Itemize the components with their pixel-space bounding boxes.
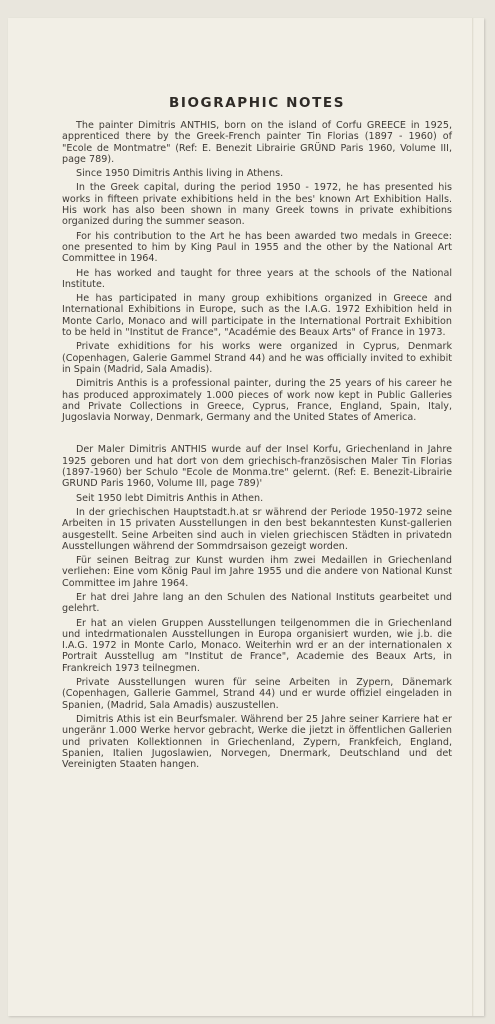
- document-sheet: [8, 18, 484, 1016]
- english-paragraph: For his contribution to the Art he has been awarded two medals in Greece: one presented to him by King Paul in 1955 and the other by the National Art Committee in 1964.: [62, 230, 452, 265]
- english-section: [62, 120, 452, 423]
- document-body: [62, 95, 452, 773]
- english-paragraph: Dimitris Anthis is a professional painter, during the 25 years of his career he has produced approximately 1.000 pieces of work now kept in Public Galleries and Private Collections in Greece, Cyprus, France, England, Spain, Italy, Jugoslavia Norway, Denmark, Germany and the United States of America.: [62, 378, 452, 424]
- english-paragraph: In the Greek capital, during the period 1950 - 1972, he has presented his works in fifteen private exhibitions held in the bes' known Art Exhibition Halls. His work has also been shown in many Greek towns in private exhibitions organized during the summer season.: [62, 182, 452, 228]
- english-paragraph: Private exhiditions for his works were organized in Cyprus, Denmark (Copenhagen, Galerie Gammel Strand 44) and he was officially invited to exhibit in Spain (Madrid, Sala Amadis).: [62, 341, 452, 375]
- german-section: [62, 444, 452, 770]
- german-paragraph: Private Ausstellungen wuren für seine Arbeiten in Zypern, Dänemark (Copenhagen, Gallerie Gammel, Strand 44) und er wurde offiziel eingeladen in Spanien, (Madrid, Sala Amadis) auszustellen.: [62, 677, 452, 711]
- german-paragraph: Der Maler Dimitris ANTHIS wurde auf der Insel Korfu, Griechenland in Jahre 1925 geboren und hat dort von dem griechisch-französischen Maler Tin Florias (1897-1960) ber Schulo "Ecole de Monma.tre" gelernt. (Ref: E. Benezit-Librairie GRUND Paris 1960, Volume III, page 789)': [62, 444, 452, 490]
- german-paragraph: Er hat drei Jahre lang an den Schulen des National Instituts gearbeitet und gelehrt.: [62, 591, 452, 615]
- page-fold-shadow: [472, 18, 474, 1016]
- english-paragraph: The painter Dimitris ANTHIS, born on the island of Corfu GREECE in 1925, apprenticed there by the Greek-French painter Tin Florias (1897 - 1960) of "Ecole de Montmatre" (Ref: E. Benezit Librairie GRÜND Paris 1960, Volume III, page 789).: [62, 120, 452, 165]
- english-paragraph: He has participated in many group exhibitions organized in Greece and International Exhibitions in Europe, such as the I.A.G. 1972 Exhibition held in Monte Carlo, Monaco and will participate in the International Portrait Exhibition to be held in "Institut de France", "Académie des Beaux Arts" of France in 1973.: [62, 293, 452, 339]
- german-paragraph: Seit 1950 lebt Dimitris Anthis in Athen.: [76, 492, 264, 504]
- german-paragraph: Er hat an vielen Gruppen Ausstellungen teilgenommen die in Griechenland und intedrmationalen Ausstellungen in Europa organisiert wurden, wie j.b. die I.A.G. 1972 in Monte Carlo, Monaco. Weiterhin wrd er an der internationalen x Portrait Ausstellug am "Institut de France", Academie des Beaux Arts, in Frankreich 1973 teilnegmen.: [62, 617, 452, 674]
- page-title: BIOGRAPHIC NOTES: [168, 95, 346, 111]
- german-paragraph: Dimitris Athis ist ein Beurfsmaler. Während ber 25 Jahre seiner Karriere hat er ungeränr 1.000 Werke hervor gebracht, Werke die jietzt in öffentlichen Gallerien und privaten Kollektionnen in Griechenland, Zypern, Frankfeich, England, Spanien, Italien Jugoslawien, Norvegen, Dnermark, Deutschland und det Vereinigten Staaten hangen.: [62, 713, 452, 771]
- german-paragraph: In der griechischen Hauptstadt.h.at sr während der Periode 1950-1972 seine Arbeiten in 15 privaten Ausstellungen in den best bekanntesten Kunst-gallerien ausgestellt. Seine Arbeiten sind auch in vielen griechiscen Städten in privatedn Ausstellungen während der Sommdrsaison gezeigt worden.: [62, 506, 452, 552]
- german-paragraph: Für seinen Beitrag zur Kunst wurden ihm zwei Medaillen in Griechenland verliehen: Eine vom König Paul im Jahre 1955 und die andere von National Kunst Committee im Jahre 1964.: [62, 555, 452, 589]
- section-gap: [62, 426, 452, 444]
- english-paragraph: Since 1950 Dimitris Anthis living in Athens.: [76, 168, 284, 180]
- english-paragraph: He has worked and taught for three years at the schools of the National Institute.: [62, 267, 452, 290]
